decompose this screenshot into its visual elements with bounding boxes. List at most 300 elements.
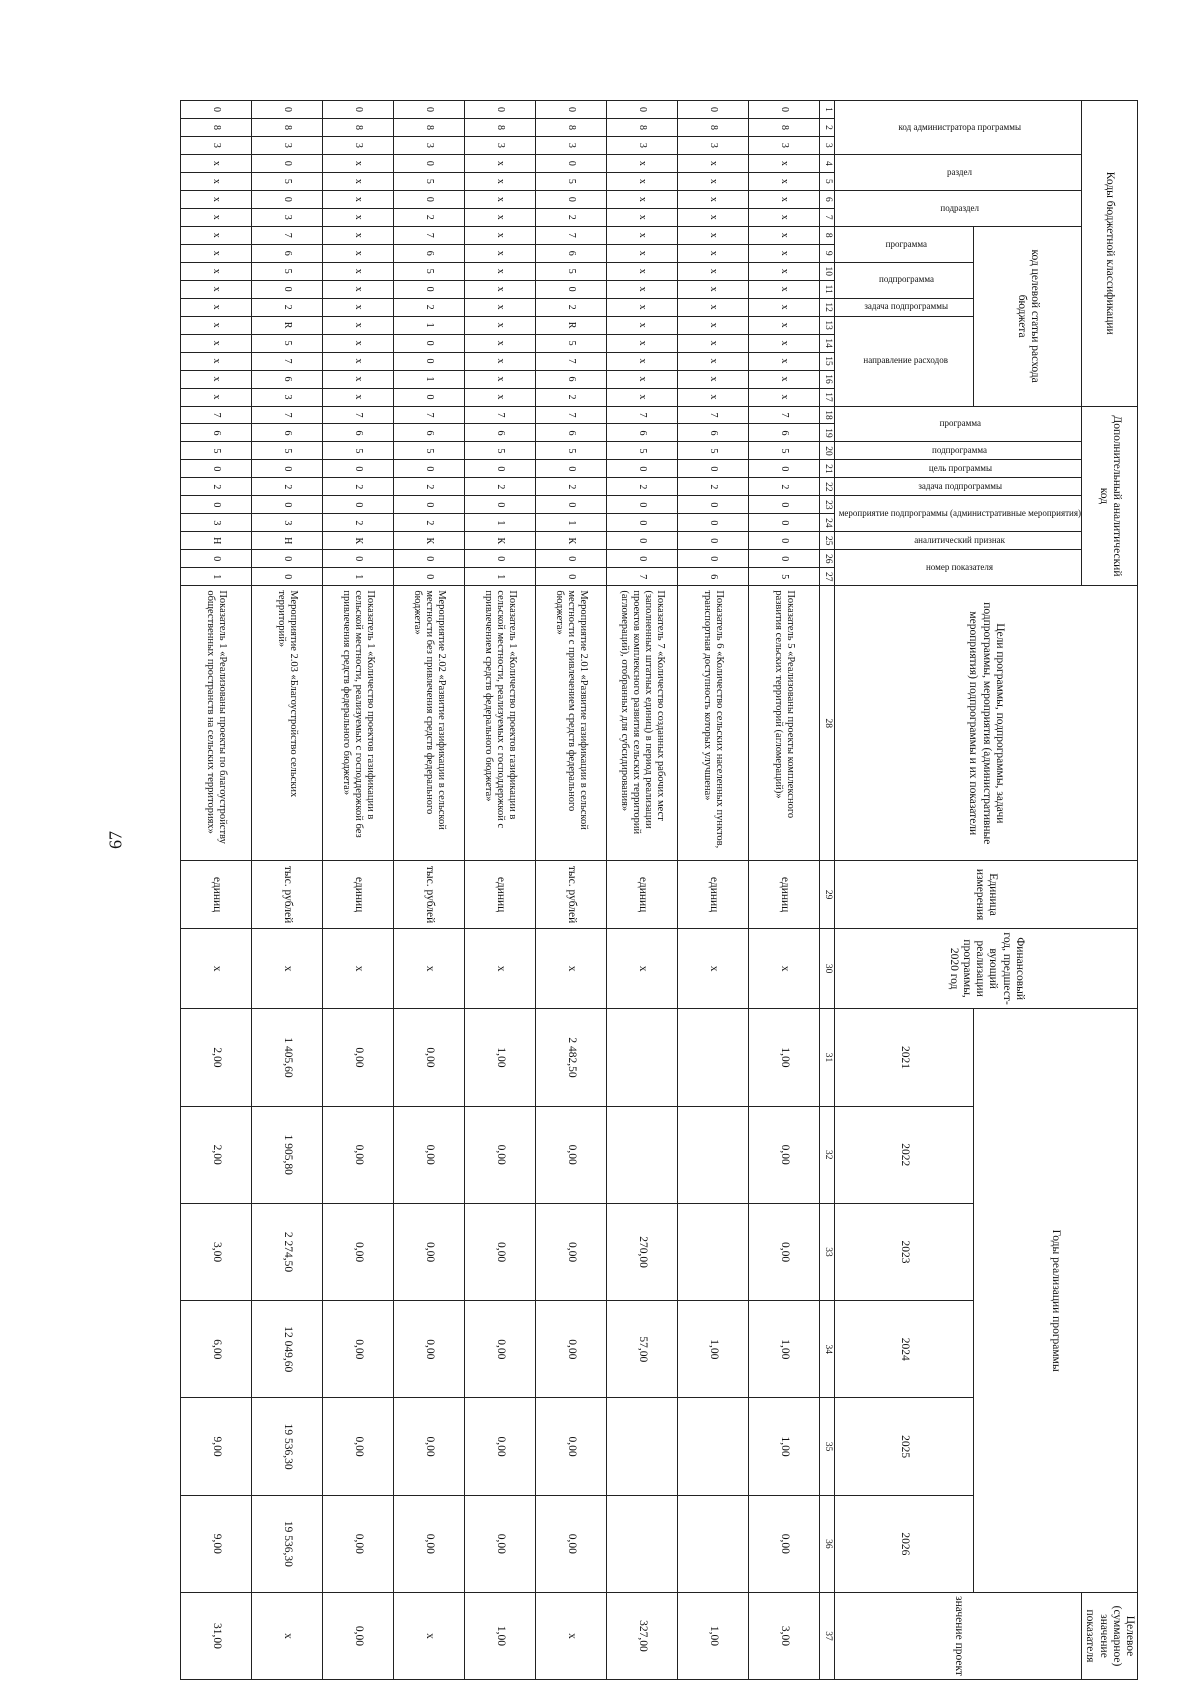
code-cell: 3	[181, 136, 252, 154]
code-cell: 7	[749, 406, 820, 424]
code-cell: х	[607, 172, 678, 190]
code-cell: х	[678, 262, 749, 280]
year-value-cell: 0,00	[536, 1398, 607, 1495]
year-value-cell: 9,00	[181, 1398, 252, 1495]
code-cell: 5	[678, 442, 749, 460]
code-cell: 0	[678, 496, 749, 514]
code-cell: 0	[323, 460, 394, 478]
code-cell: 2	[181, 478, 252, 496]
code-cell: 0	[678, 514, 749, 532]
code-cell: 5	[252, 262, 323, 280]
code-cell: х	[181, 298, 252, 316]
year-header: 2021	[835, 1009, 974, 1106]
code-cell: 6	[252, 424, 323, 442]
code-cell: х	[465, 316, 536, 334]
table-row	[181, 101, 252, 1680]
year-value-cell: 0,00	[465, 1398, 536, 1495]
code-cell: 0	[394, 568, 465, 586]
year-value-cell: 0,00	[749, 1203, 820, 1300]
year-value-cell: 1 905,80	[252, 1106, 323, 1203]
code-cell: 0	[749, 514, 820, 532]
target-value-cell: 1,00	[678, 1592, 749, 1679]
year-value-cell: 0,00	[323, 1398, 394, 1495]
code-cell: х	[749, 334, 820, 352]
code-cell: 0	[252, 280, 323, 298]
kbk-admin-header: код администратора программы	[835, 101, 1082, 155]
year-value-cell: 0,00	[394, 1495, 465, 1592]
column-number: 34	[820, 1301, 835, 1398]
code-cell: 6	[536, 244, 607, 262]
code-cell: х	[465, 370, 536, 388]
year-value-cell: 0,00	[394, 1203, 465, 1300]
code-cell: 7	[394, 226, 465, 244]
code-cell: х	[749, 190, 820, 208]
year-header: 2025	[835, 1398, 974, 1495]
code-cell: 0	[465, 101, 536, 119]
column-number: 8	[820, 226, 835, 244]
code-cell: 0	[749, 532, 820, 550]
code-cell: х	[181, 244, 252, 262]
code-cell: х	[465, 334, 536, 352]
code-cell: 0	[536, 550, 607, 568]
column-number: 6	[820, 190, 835, 208]
program-table	[180, 100, 1138, 1680]
column-number: 25	[820, 532, 835, 550]
code-cell: 8	[323, 118, 394, 136]
code-cell: 3	[252, 208, 323, 226]
fin-year-cell: х	[678, 928, 749, 1008]
code-cell: 0	[181, 496, 252, 514]
code-cell: х	[465, 298, 536, 316]
code-cell: 2	[394, 478, 465, 496]
code-cell: 3	[181, 514, 252, 532]
column-number: 22	[820, 478, 835, 496]
code-cell: х	[607, 316, 678, 334]
column-number: 17	[820, 388, 835, 406]
code-cell: х	[607, 190, 678, 208]
code-cell: 7	[607, 568, 678, 586]
column-number: 32	[820, 1106, 835, 1203]
code-cell: х	[678, 334, 749, 352]
code-cell: 7	[181, 406, 252, 424]
code-cell: х	[607, 388, 678, 406]
code-cell: 0	[323, 550, 394, 568]
code-cell: 3	[323, 136, 394, 154]
code-cell: 3	[252, 514, 323, 532]
code-cell: х	[181, 352, 252, 370]
code-cell: 5	[181, 442, 252, 460]
code-cell: х	[607, 334, 678, 352]
code-cell: 5	[252, 172, 323, 190]
code-cell: х	[749, 352, 820, 370]
code-cell: 6	[394, 244, 465, 262]
code-cell: х	[323, 172, 394, 190]
code-cell: х	[465, 190, 536, 208]
year-header: 2024	[835, 1301, 974, 1398]
code-cell: 2	[536, 208, 607, 226]
code-cell: 3	[536, 136, 607, 154]
year-value-cell: 2 482,50	[536, 1009, 607, 1106]
code-cell: х	[323, 370, 394, 388]
code-cell: х	[323, 154, 394, 172]
code-cell: 0	[607, 532, 678, 550]
target-header: Целевое (суммарное) значение показателя	[1082, 1592, 1138, 1679]
code-cell: х	[323, 280, 394, 298]
year-value-cell: 1,00	[678, 1301, 749, 1398]
code-cell: 7	[607, 406, 678, 424]
column-number: 1	[820, 101, 835, 119]
code-cell: 2	[678, 478, 749, 496]
year-value-cell: 1,00	[749, 1398, 820, 1495]
description-cell: Мероприятие 2.01 «Развитие газификации в сельской местности с привлечением средств федерального бюджета»	[536, 586, 607, 861]
year-value-cell	[607, 1009, 678, 1106]
code-cell: х	[465, 352, 536, 370]
code-cell: 7	[536, 406, 607, 424]
code-cell: х	[749, 280, 820, 298]
code-cell: 0	[252, 101, 323, 119]
year-value-cell: 19 536,30	[252, 1495, 323, 1592]
column-number: 23	[820, 496, 835, 514]
column-number: 14	[820, 334, 835, 352]
code-cell: х	[749, 388, 820, 406]
description-cell: Мероприятие 2.03 «Благоустройство сельских территорий»	[252, 586, 323, 861]
code-cell: х	[181, 316, 252, 334]
table-row	[607, 101, 678, 1680]
code-cell: 0	[536, 460, 607, 478]
code-cell: 1	[181, 568, 252, 586]
code-cell: 1	[394, 370, 465, 388]
code-cell: 7	[465, 406, 536, 424]
code-cell: 3	[465, 136, 536, 154]
kbk-title: Коды бюджетной классификации	[1082, 101, 1138, 407]
dak-podprogramma-header: подпрограмма	[835, 442, 1082, 460]
code-cell: х	[678, 298, 749, 316]
code-cell: 2	[252, 478, 323, 496]
year-value-cell: 2,00	[181, 1106, 252, 1203]
code-cell: 6	[252, 370, 323, 388]
code-cell: 0	[394, 154, 465, 172]
code-cell: х	[678, 244, 749, 262]
code-cell: 0	[607, 514, 678, 532]
year-value-cell: 3,00	[181, 1203, 252, 1300]
fin-year-cell: х	[607, 928, 678, 1008]
code-cell: 0	[252, 496, 323, 514]
year-value-cell: 2,00	[181, 1009, 252, 1106]
dak-programma-header: программа	[835, 406, 1082, 442]
code-cell: 6	[607, 424, 678, 442]
year-value-cell	[678, 1398, 749, 1495]
dak-nomer-header: номер показателя	[835, 550, 1082, 586]
code-cell: х	[749, 208, 820, 226]
kbk-razdel-header: раздел	[835, 154, 1082, 190]
code-cell: х	[323, 352, 394, 370]
dak-priznak-header: аналитический признак	[835, 532, 1082, 550]
description-cell: Показатель 1 «Количество проектов газификации в сельской местности, реализуемых с господдержкой без привлечения средств федерального бюджета»	[323, 586, 394, 861]
kbk-podprogramma-header: подпрограмма	[835, 262, 974, 298]
code-cell: 0	[394, 496, 465, 514]
code-cell: х	[678, 352, 749, 370]
year-value-cell: 0,00	[323, 1203, 394, 1300]
kbk-programma-header: программа	[835, 226, 974, 262]
dak-title: Дополнительный аналитический код	[1082, 406, 1138, 586]
code-cell: 0	[394, 460, 465, 478]
column-number: 30	[820, 928, 835, 1008]
code-cell: х	[323, 244, 394, 262]
code-cell: 2	[323, 514, 394, 532]
year-value-cell: 57,00	[607, 1301, 678, 1398]
code-cell: 0	[252, 190, 323, 208]
dak-meropriyatie-header: мероприятие подпрограммы (административные мероприятия)	[835, 496, 1082, 532]
code-cell: х	[465, 244, 536, 262]
column-number: 24	[820, 514, 835, 532]
column-number: 15	[820, 352, 835, 370]
column-number: 9	[820, 244, 835, 262]
unit-cell: тыс. рублей	[252, 861, 323, 929]
code-cell: х	[181, 190, 252, 208]
code-cell: 5	[536, 172, 607, 190]
year-value-cell: 9,00	[181, 1495, 252, 1592]
code-cell: 6	[323, 424, 394, 442]
code-cell: х	[749, 298, 820, 316]
year-value-cell: 12 049,60	[252, 1301, 323, 1398]
code-cell: 6	[181, 424, 252, 442]
code-cell: 0	[394, 334, 465, 352]
code-cell: 0	[323, 101, 394, 119]
code-cell: 5	[607, 442, 678, 460]
code-cell: х	[181, 370, 252, 388]
target-value-cell: х	[536, 1592, 607, 1679]
fin-year-cell: х	[749, 928, 820, 1008]
code-cell: 8	[607, 118, 678, 136]
column-number: 5	[820, 172, 835, 190]
code-cell: 0	[465, 460, 536, 478]
target-value-cell: 1,00	[465, 1592, 536, 1679]
header-row-1	[1082, 101, 1138, 1680]
description-cell: Мероприятие 2.02 «Развитие газификации в сельской местности без привлечения средств федерального бюджета»	[394, 586, 465, 861]
table-row	[678, 101, 749, 1680]
code-cell: х	[749, 172, 820, 190]
code-cell: К	[323, 532, 394, 550]
code-cell: 7	[678, 406, 749, 424]
code-cell: х	[607, 154, 678, 172]
fin-year-cell: х	[323, 928, 394, 1008]
year-value-cell: 2 274,50	[252, 1203, 323, 1300]
code-cell: х	[678, 388, 749, 406]
column-number: 11	[820, 280, 835, 298]
code-cell: К	[394, 532, 465, 550]
code-cell: 5	[252, 442, 323, 460]
code-cell: 0	[678, 550, 749, 568]
code-cell: 0	[749, 460, 820, 478]
kbk-zadacha-header: задача подпрограммы	[835, 298, 974, 316]
code-cell: 6	[465, 424, 536, 442]
year-value-cell: 0,00	[323, 1106, 394, 1203]
year-header: 2023	[835, 1203, 974, 1300]
code-cell: 0	[394, 101, 465, 119]
column-number: 10	[820, 262, 835, 280]
code-cell: 6	[678, 568, 749, 586]
unit-cell: тыс. рублей	[394, 861, 465, 929]
description-cell: Показатель 5 «Реализованы проекты комплексного развития сельских территорий (агломераций)»	[749, 586, 820, 861]
code-cell: х	[749, 316, 820, 334]
code-cell: 1	[465, 514, 536, 532]
code-cell: 7	[536, 352, 607, 370]
code-cell: R	[252, 316, 323, 334]
year-value-cell	[678, 1009, 749, 1106]
code-cell: 3	[394, 136, 465, 154]
code-cell: х	[323, 316, 394, 334]
code-cell: х	[181, 172, 252, 190]
code-cell: 8	[465, 118, 536, 136]
code-cell: 0	[749, 496, 820, 514]
code-cell: К	[536, 532, 607, 550]
column-number: 3	[820, 136, 835, 154]
code-cell: 0	[607, 460, 678, 478]
column-number: 27	[820, 568, 835, 586]
column-number: 26	[820, 550, 835, 568]
code-cell: 0	[252, 154, 323, 172]
code-cell: 0	[181, 101, 252, 119]
code-cell: х	[465, 226, 536, 244]
code-cell: Н	[252, 532, 323, 550]
code-cell: 2	[536, 478, 607, 496]
code-cell: х	[323, 262, 394, 280]
column-number: 4	[820, 154, 835, 172]
code-cell: 1	[536, 514, 607, 532]
year-value-cell: 0,00	[465, 1106, 536, 1203]
code-cell: 2	[323, 478, 394, 496]
code-cell: К	[465, 532, 536, 550]
code-cell: 0	[536, 496, 607, 514]
code-cell: 0	[678, 101, 749, 119]
target-value-cell: х	[252, 1592, 323, 1679]
description-cell: Показатель 6 «Количество сельских населенных пунктов, транспортная доступность которых улучшена»	[678, 586, 749, 861]
code-cell: 0	[181, 460, 252, 478]
code-cell: х	[323, 388, 394, 406]
code-cell: 0	[678, 532, 749, 550]
code-cell: 5	[394, 262, 465, 280]
column-number: 29	[820, 861, 835, 929]
year-value-cell	[607, 1106, 678, 1203]
year-value-cell: 0,00	[749, 1495, 820, 1592]
column-number: 33	[820, 1203, 835, 1300]
year-value-cell	[678, 1106, 749, 1203]
code-cell: 5	[536, 262, 607, 280]
code-cell: 6	[749, 424, 820, 442]
target-sub-header: значение проект	[835, 1592, 1082, 1679]
code-cell: х	[607, 208, 678, 226]
code-cell: 5	[749, 442, 820, 460]
code-cell: х	[749, 226, 820, 244]
code-cell: 0	[536, 280, 607, 298]
table-row	[536, 101, 607, 1680]
code-cell: 3	[749, 136, 820, 154]
fin-year-cell: х	[181, 928, 252, 1008]
year-value-cell	[607, 1398, 678, 1495]
column-number: 20	[820, 442, 835, 460]
code-cell: 2	[536, 298, 607, 316]
code-cell: 6	[252, 244, 323, 262]
year-value-cell: 1 405,60	[252, 1009, 323, 1106]
code-cell: 7	[252, 226, 323, 244]
code-cell: х	[678, 316, 749, 334]
code-cell: х	[181, 388, 252, 406]
code-cell: 8	[394, 118, 465, 136]
table-row	[252, 101, 323, 1680]
code-cell: 0	[749, 550, 820, 568]
code-cell: 6	[536, 370, 607, 388]
code-cell: 0	[252, 550, 323, 568]
code-cell: 2	[252, 298, 323, 316]
target-value-cell: х	[394, 1592, 465, 1679]
unit-header: Единица измерения	[835, 861, 1138, 929]
year-value-cell: 0,00	[749, 1106, 820, 1203]
code-cell: 2	[749, 478, 820, 496]
unit-cell: единиц	[678, 861, 749, 929]
code-cell: х	[465, 172, 536, 190]
code-cell: 0	[607, 496, 678, 514]
dak-zadacha-header: задача подпрограммы	[835, 478, 1082, 496]
fin-year-cell: х	[536, 928, 607, 1008]
code-cell: 0	[678, 460, 749, 478]
code-cell: Н	[181, 532, 252, 550]
code-cell: 0	[394, 190, 465, 208]
code-cell: х	[607, 244, 678, 262]
year-value-cell: 0,00	[536, 1106, 607, 1203]
year-value-cell	[678, 1495, 749, 1592]
code-cell: х	[181, 154, 252, 172]
page-number: 67	[105, 831, 126, 849]
unit-cell: единиц	[607, 861, 678, 929]
code-cell: х	[607, 298, 678, 316]
kbk-podrazdel-header: подраздел	[835, 190, 1082, 226]
code-cell: х	[678, 226, 749, 244]
code-cell: 7	[323, 406, 394, 424]
year-header: 2026	[835, 1495, 974, 1592]
column-number: 18	[820, 406, 835, 424]
code-cell: 8	[678, 118, 749, 136]
code-cell: 7	[536, 226, 607, 244]
fin-year-cell: х	[252, 928, 323, 1008]
column-number-row	[820, 101, 835, 1680]
column-number: 28	[820, 586, 835, 861]
code-cell: х	[181, 226, 252, 244]
year-value-cell: 0,00	[536, 1203, 607, 1300]
year-value-cell: 0,00	[323, 1301, 394, 1398]
table-row	[394, 101, 465, 1680]
code-cell: х	[465, 262, 536, 280]
target-value-cell: 3,00	[749, 1592, 820, 1679]
code-cell: 5	[394, 442, 465, 460]
code-cell: 3	[252, 388, 323, 406]
description-cell: Показатель 7 «Количество созданных рабочих мест (заполненных штатных единиц) в период реализации проектов комплексного развития сельских территорий (агломераций), отобранных для субсидирования»	[607, 586, 678, 861]
code-cell: х	[749, 244, 820, 262]
code-cell: 0	[394, 352, 465, 370]
code-cell: 6	[678, 424, 749, 442]
table-row	[465, 101, 536, 1680]
code-cell: 2	[607, 478, 678, 496]
code-cell: 2	[394, 208, 465, 226]
code-cell: 0	[252, 460, 323, 478]
code-cell: х	[323, 298, 394, 316]
code-cell: х	[749, 262, 820, 280]
code-cell: х	[749, 154, 820, 172]
goals-header: Цели программы, подпрограммы, задачи подпрограммы, мероприятия (административные мероприятия) подпрограммы и их показатели	[835, 586, 1138, 861]
code-cell: 0	[607, 101, 678, 119]
code-cell: 1	[394, 316, 465, 334]
year-value-cell: 0,00	[394, 1301, 465, 1398]
code-cell: 2	[394, 514, 465, 532]
